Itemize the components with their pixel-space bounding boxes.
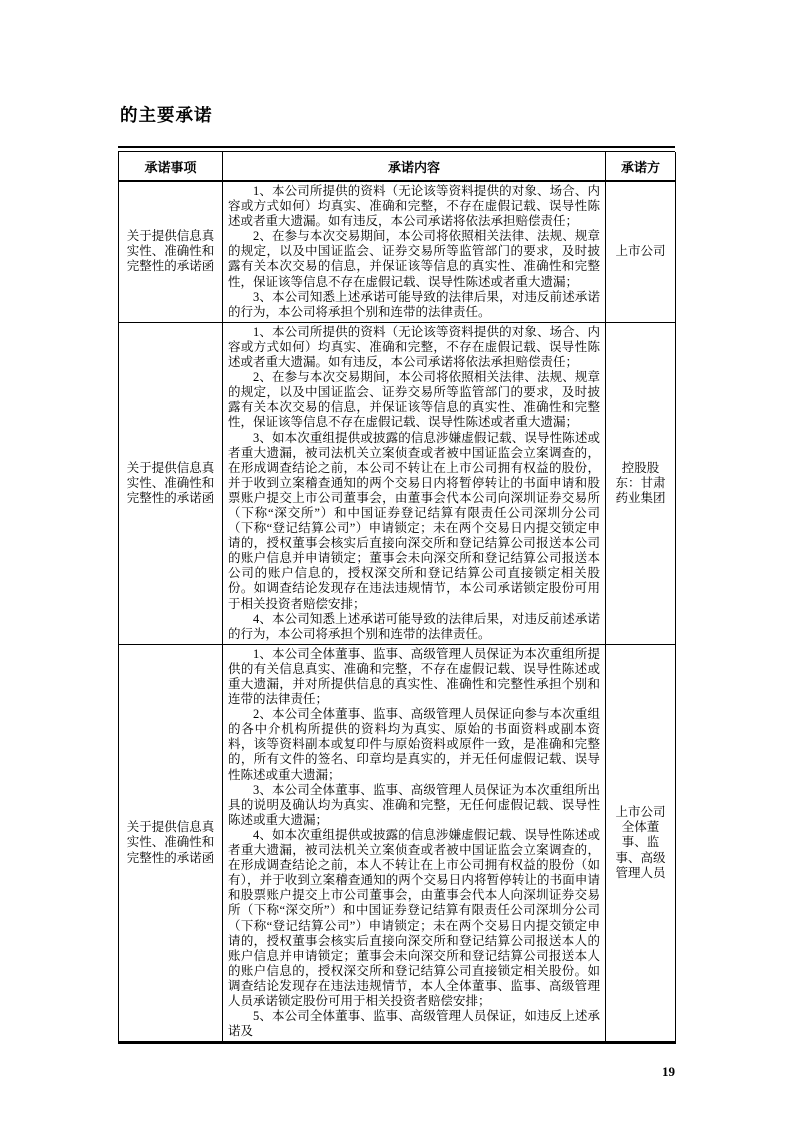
page-number: 19 — [662, 1064, 675, 1080]
commitment-paragraph: 1、本公司所提供的资料（无论该等资料提供的对象、场合、内容或方式如何）均真实、准确和完整，不存在虚假记载、误导性陈述或者重大遗漏。如有违反，本公司承诺将依法承担赔偿责任； — [228, 184, 600, 229]
commitment-paragraph: 3、如本次重组提供或披露的信息涉嫌虚假记载、误导性陈述或者重大遗漏，被司法机关立案侦查或者被中国证监会立案调查的，在形成调查结论之前，本公司不转让在上市公司拥有权益的股份，并于收到立案稽查通知的两个交易日内将暂停转让的书面申请和股票账户提交上市公司董事会，由董事会代本公司向深圳证券交易所（下称“深交所”）和中国证券登记结算有限责任公司深圳分公司（下称“登记结算公司”）申请锁定；未在两个交易日内提交锁定申请的，授权董事会核实后直接向深交所和登记结算公司报送本公司的账户信息并申请锁定；董事会未向深交所和登记结算公司报送本公司的账户信息的，授权深交所和登记结算公司直接锁定相关股份。如调查结论发现存在违法违规情节，本公司承诺锁定股份可用于相关投资者赔偿安排； — [228, 430, 600, 611]
commitment-paragraph: 1、本公司所提供的资料（无论该等资料提供的对象、场合、内容或方式如何）均真实、准确和完整，不存在虚假记载、误导性陈述或者重大遗漏。如有违反，本公司承诺将依法承担赔偿责任； — [228, 324, 600, 370]
cell-commitment-party: 上市公司全体董事、监事、高级管理人员 — [606, 644, 676, 1042]
cell-commitment-content — [223, 644, 606, 1042]
table-row — [119, 644, 676, 1042]
page-content — [0, 103, 793, 1080]
cell-commitment-party: 上市公司 — [606, 181, 676, 322]
commitment-paragraph: 4、本公司知悉上述承诺可能导致的法律后果，对违反前述承诺的行为，本公司将承担个别和连带的法律责任。 — [228, 611, 600, 641]
commitment-paragraph: 5、本公司全体董事、监事、高级管理人员保证，如违反上述承诺及 — [228, 1009, 600, 1039]
cell-commitment-party: 控股股东：甘肃药业集团 — [606, 322, 676, 644]
cell-commitment-item: 关于提供信息真实性、准确性和完整性的承诺函 — [119, 322, 223, 644]
commitment-paragraph: 3、本公司知悉上述承诺可能导致的法律后果，对违反前述承诺的行为，本公司将承担个别和连带的法律责任。 — [228, 289, 600, 319]
commitment-paragraph: 2、本公司全体董事、监事、高级管理人员保证向参与本次重组的各中介机构所提供的资料均为真实、原始的书面资料或副本资料，该等资料副本或复印件与原始资料或原件一致，是准确和完整的，所有文件的签名、印章均是真实的，并无任何虚假记载、误导性陈述或重大遗漏； — [228, 707, 600, 782]
commitment-paragraph: 3、本公司全体董事、监事、高级管理人员保证为本次重组所出具的说明及确认均为真实、准确和完整，无任何虚假记载、误导性陈述或重大遗漏； — [228, 782, 600, 827]
table-row — [119, 181, 676, 322]
commitment-paragraph: 2、在参与本次交易期间，本公司将依照相关法律、法规、规章的规定，以及中国证监会、证券交易所等监管部门的要求，及时披露有关本次交易的信息，并保证该等信息的真实性、准确性和完整性，保证该等信息不存在虚假记载、误导性陈述或者重大遗漏； — [228, 370, 600, 430]
page-title: 的主要承诺 — [120, 105, 213, 125]
cell-commitment-content — [223, 322, 606, 644]
cell-commitment-item: 关于提供信息真实性、准确性和完整性的承诺函 — [119, 181, 223, 322]
header-commitment-item: 承诺事项 — [119, 152, 223, 181]
commitment-paragraph: 4、如本次重组提供或披露的信息涉嫌虚假记载、误导性陈述或者重大遗漏，被司法机关立案侦查或者被中国证监会立案调查的，在形成调查结论之前，本人不转让在上市公司拥有权益的股份（如有），并于收到立案稽查通知的两个交易日内将暂停转让的书面申请和股票账户提交上市公司董事会，由董事会代本人向深圳证券交易所（下称“深交所”）和中国证券登记结算有限责任公司深圳分公司（下称“登记结算公司”）申请锁定；未在两个交易日内提交锁定申请的，授权董事会核实后直接向深交所和登记结算公司报送本人的账户信息并申请锁定；董事会未向深交所和登记结算公司报送本人的账户信息的，授权深交所和登记结算公司直接锁定相关股份。如调查结论发现存在违法违规情节，本人全体董事、监事、高级管理人员承诺锁定股份可用于相关投资者赔偿安排； — [228, 827, 600, 1008]
table-row — [119, 322, 676, 644]
cell-commitment-item: 关于提供信息真实性、准确性和完整性的承诺函 — [119, 644, 223, 1042]
commitments-table — [118, 146, 675, 1044]
header-commitment-party: 承诺方 — [606, 152, 676, 181]
commitments-table-grid — [118, 152, 676, 1044]
commitment-paragraph: 1、本公司全体董事、监事、高级管理人员保证为本次重组所提供的有关信息真实、准确和完整，不存在虚假记载、误导性陈述或重大遗漏，并对所提供信息的真实性、准确性和完整性承担个别和连带的法律责任； — [228, 646, 600, 707]
header-commitment-content: 承诺内容 — [223, 152, 606, 181]
cell-commitment-content — [223, 181, 606, 322]
commitment-paragraph: 2、在参与本次交易期间，本公司将依照相关法律、法规、规章的规定，以及中国证监会、证券交易所等监管部门的要求，及时披露有关本次交易的信息，并保证该等信息的真实性、准确性和完整性，保证该等信息不存在虚假记载、误导性陈述或者重大遗漏； — [228, 229, 600, 289]
table-header-row — [119, 152, 676, 181]
